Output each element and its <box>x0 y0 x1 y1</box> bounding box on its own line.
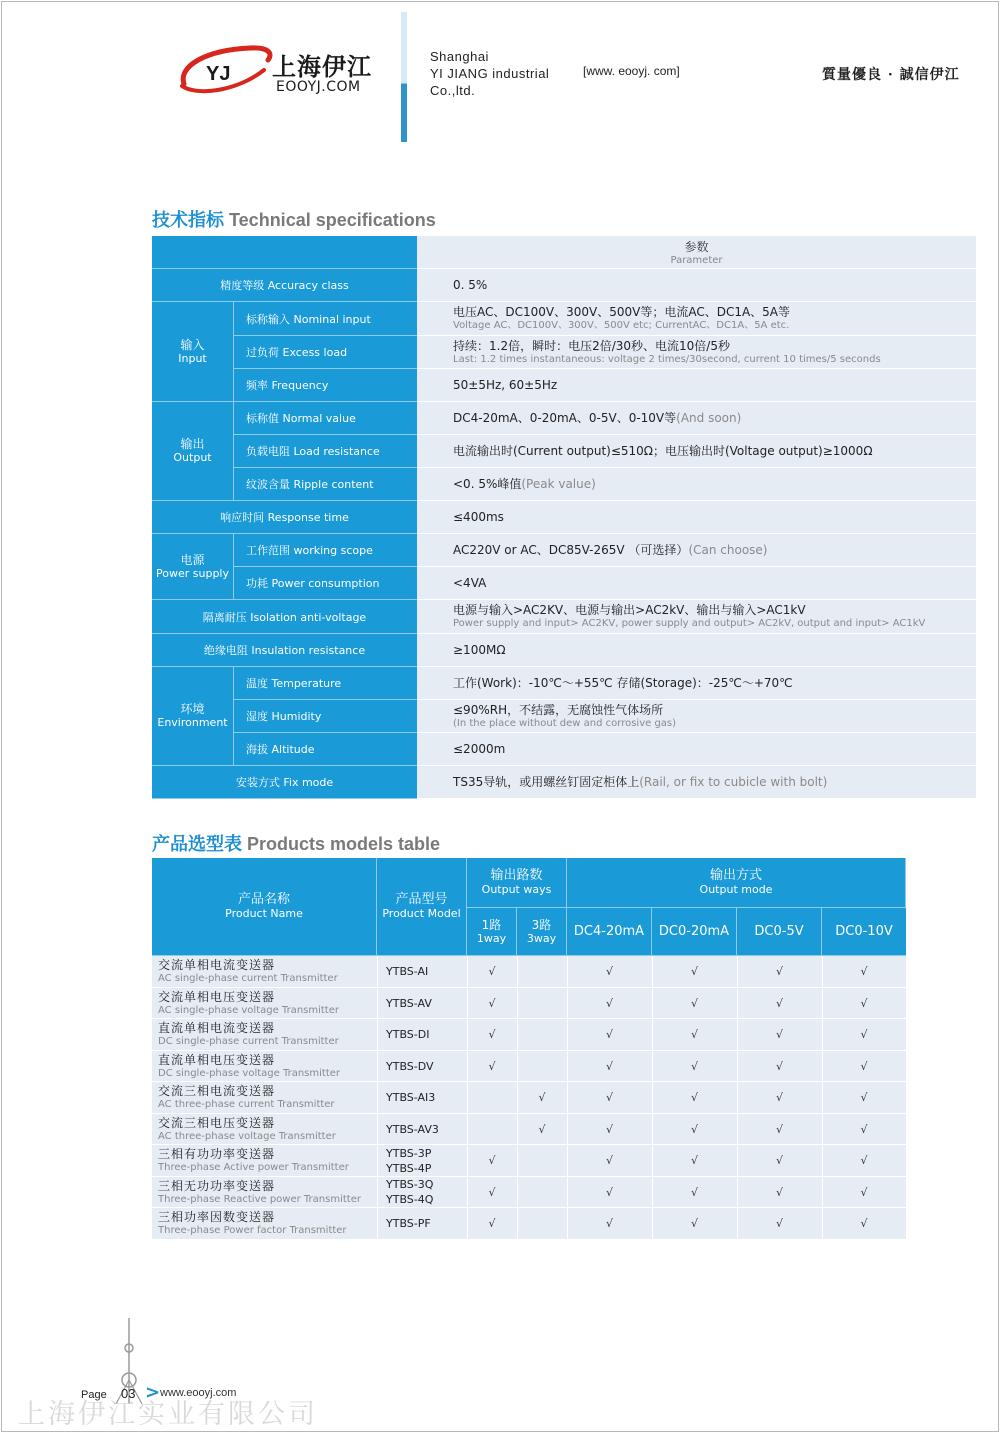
group-input <box>152 302 234 402</box>
product-name <box>158 959 338 985</box>
spec-value-main <box>453 543 767 558</box>
spec-label: 响应时间 Response time <box>152 501 417 534</box>
group-input-cn: 输入 <box>180 337 205 352</box>
spec-value-main <box>453 676 793 691</box>
spec-value-main <box>453 278 487 293</box>
table-row <box>152 988 906 1020</box>
product-model <box>386 956 428 987</box>
table-row <box>152 1019 906 1051</box>
check-mark-icon: √ <box>690 1122 698 1136</box>
spec-value-text: 电压AC、DC100V、300V、500V等；电流AC、DC1A、5A等 <box>453 305 791 319</box>
spec-value-main <box>453 477 596 492</box>
spec-value <box>417 501 976 534</box>
check-mark-icon: √ <box>690 1028 698 1041</box>
table-row <box>152 956 906 988</box>
spec-value <box>417 733 976 766</box>
spec-value-text: ≥100MΩ <box>453 642 506 657</box>
check-mark-icon: √ <box>605 1217 613 1230</box>
group-power-cn: 电源 <box>180 552 205 567</box>
product-model-code: YTBS-PF <box>386 1217 431 1230</box>
spec-label: 工作范围 working scope <box>234 534 417 567</box>
spec-value <box>417 435 976 468</box>
product-model-code: YTBS-AI3 <box>386 1091 436 1104</box>
check-mark-icon: √ <box>488 965 496 978</box>
spec-header-blank <box>152 236 417 269</box>
product-model-code: YTBS-AI <box>386 965 429 978</box>
check-mark-icon: √ <box>860 965 868 978</box>
table-row <box>152 1177 906 1209</box>
product-model <box>386 1051 434 1082</box>
spec-value-main <box>453 775 827 790</box>
spec-param-header <box>417 236 976 269</box>
group-input-en: Input <box>178 351 207 365</box>
footer-url[interactable]: www.eooyj.com <box>160 1387 237 1399</box>
product-model <box>386 1208 431 1239</box>
spec-value-note: (Rail, or fix to cubicle with bolt) <box>639 774 828 789</box>
spec-value <box>417 567 976 600</box>
header-model-cn: 产品型号 <box>395 891 448 907</box>
header-1way-en: 1way <box>476 931 507 945</box>
spec-value-english: (In the place without dew and corrosive gas) <box>453 717 677 729</box>
product-model-code: YTBS-3Q <box>386 1178 434 1191</box>
check-mark-icon: √ <box>775 1185 783 1199</box>
table-row <box>152 1082 906 1114</box>
spec-value <box>417 634 976 667</box>
spec-value <box>417 369 976 402</box>
header-mode-cn: 输出方式 <box>709 867 762 883</box>
header-1-way <box>467 908 517 956</box>
param-header-cn: 参数 <box>684 240 709 254</box>
check-mark-icon: √ <box>605 1122 613 1136</box>
spec-value-main <box>453 576 486 591</box>
check-mark-icon: √ <box>775 1091 783 1104</box>
spec-value <box>417 766 976 799</box>
product-name-en: Three-phase Reactive power Transmitter <box>158 1193 361 1205</box>
spec-label: 负载电阻 Load resistance <box>234 435 417 468</box>
spec-label: 精度等级 Accuracy class <box>152 269 417 302</box>
spec-value-note: (And soon) <box>676 410 742 425</box>
spec-value-text: TS35导轨，或用螺丝钉固定柜体上 <box>453 774 640 789</box>
group-output-cn: 输出 <box>180 437 205 451</box>
check-mark-icon: √ <box>860 1154 868 1167</box>
check-mark-icon: √ <box>605 1185 613 1199</box>
check-mark-icon: √ <box>605 1091 613 1104</box>
product-name-cn: 交流单相电压变送器 <box>158 989 276 1004</box>
spec-value <box>417 269 976 302</box>
spec-value <box>417 302 976 336</box>
header-m4: DC0-10V <box>835 923 893 939</box>
table-row <box>152 1145 906 1177</box>
spec-value <box>417 468 976 501</box>
check-mark-icon: √ <box>488 1185 496 1199</box>
spec-value-main <box>453 411 741 426</box>
header-m2: DC0-20mA <box>658 923 730 939</box>
product-name-cn: 直流单相电压变送器 <box>158 1052 276 1067</box>
spec-value-note: (Peak value) <box>521 476 596 491</box>
spec-value-text: 0. 5% <box>453 277 488 292</box>
spec-value-text: 工作(Work)：-10℃～+55℃ 存储(Storage)：-25℃～+70℃ <box>453 675 793 690</box>
spec-value-text: <4VA <box>453 575 487 590</box>
spec-value-main <box>453 510 504 525</box>
table-row <box>152 1051 906 1083</box>
spec-label: 湿度 Humidity <box>234 700 417 733</box>
footer-arrow-icon: > <box>145 1382 161 1403</box>
check-mark-icon: √ <box>538 1091 546 1104</box>
product-name-cn: 三相有功功率变送器 <box>158 1147 276 1161</box>
table-row <box>152 1114 906 1146</box>
header-mode-dc4-20ma <box>567 908 652 956</box>
spec-label: 标称输入 Nominal input <box>234 302 417 336</box>
company-line-3: Co.,ltd. <box>430 83 476 98</box>
group-power-en: Power supply <box>156 566 229 580</box>
check-mark-icon: √ <box>605 996 613 1010</box>
check-mark-icon: √ <box>605 1154 613 1167</box>
footer-company-cn: 上海伊江实业有限公司 <box>18 1399 318 1430</box>
spec-value-text: 持续：1.2倍，瞬时：电压2倍/30秒、电流10倍/5秒 <box>453 338 730 353</box>
spec-value-english: Power supply and input> AC2KV, power supply and output> AC2kV, output and input> AC1kV <box>453 618 926 629</box>
product-model <box>386 988 432 1019</box>
check-mark-icon: √ <box>605 1059 613 1073</box>
product-model-code: YTBS-DI <box>386 1028 430 1041</box>
check-mark-icon: √ <box>690 1185 698 1199</box>
product-model <box>386 1114 439 1145</box>
product-model-code: YTBS-4Q <box>386 1193 434 1206</box>
spec-label: 标称值 Normal value <box>234 402 417 435</box>
check-mark-icon: √ <box>488 1059 496 1073</box>
spec-label: 纹波含量 Ripple content <box>234 468 417 501</box>
header-mode-en: Output mode <box>699 882 773 896</box>
header-name-en: Product Name <box>225 906 303 920</box>
check-mark-icon: √ <box>605 965 613 978</box>
header-model-en: Product Model <box>382 906 461 920</box>
spec-value-text: ≤90%RH，不结露，无腐蚀性气体场所 <box>453 702 664 717</box>
spec-value-main <box>453 444 873 459</box>
table-row <box>152 1208 906 1240</box>
product-name-cn: 交流三相电流变送器 <box>158 1084 276 1098</box>
product-name-cn: 交流单相电流变送器 <box>158 958 276 972</box>
spec-table <box>152 236 976 799</box>
product-name <box>158 1211 347 1237</box>
product-name-en: AC single-phase current Transmitter <box>158 973 338 984</box>
spec-label: 过负荷 Excess load <box>234 336 417 369</box>
product-model-code: YTBS-3P <box>386 1146 432 1160</box>
group-output <box>152 402 234 501</box>
check-mark-icon: √ <box>775 1059 783 1073</box>
spec-value-main <box>453 305 790 320</box>
product-model <box>386 1177 433 1208</box>
header-mode-dc0-10v <box>822 908 906 956</box>
product-name-cn: 三相功率因数变送器 <box>158 1210 276 1224</box>
spec-value <box>417 534 976 567</box>
header-3way-cn: 3路 <box>531 917 552 932</box>
products-title-en: Products models table <box>247 834 441 854</box>
check-mark-icon: √ <box>860 1122 868 1136</box>
spec-value-note: (Can choose) <box>688 542 768 557</box>
slogan: 質量優良 · 誠信伊江 <box>822 67 960 83</box>
spec-value-english: Voltage AC、DC100V、300V、500V etc; CurrentAC、DC1A、5A etc. <box>453 320 790 331</box>
group-output-en: Output <box>173 451 212 464</box>
spec-label: 功耗 Power consumption <box>234 567 417 600</box>
header-mode-dc0-5v <box>737 908 822 956</box>
spec-label: 海拔 Altitude <box>234 733 417 766</box>
product-model <box>386 1019 429 1050</box>
check-mark-icon: √ <box>690 1091 698 1104</box>
product-name <box>158 1180 361 1206</box>
spec-label: 频率 Frequency <box>234 369 417 402</box>
products-title-cn: 产品选型表 <box>152 834 242 854</box>
product-model-code: YTBS-AV <box>386 996 432 1010</box>
product-model <box>386 1082 435 1113</box>
header-1way-cn: 1路 <box>481 917 502 932</box>
spec-value-text: ≤400ms <box>453 509 504 524</box>
spec-title-en: Technical specifications <box>229 210 436 230</box>
logo-domain: EOOYJ.COM <box>276 79 361 95</box>
footer-page-number: 03 <box>121 1386 136 1401</box>
check-mark-icon: √ <box>690 1059 698 1073</box>
spec-label: 温度 Temperature <box>234 667 417 700</box>
spec-value-main <box>453 339 730 354</box>
spec-value <box>417 600 976 634</box>
spec-value <box>417 700 976 733</box>
check-mark-icon: √ <box>775 965 783 978</box>
spec-value <box>417 667 976 700</box>
group-environment <box>152 667 234 766</box>
spec-value-main <box>453 703 663 718</box>
check-mark-icon: √ <box>775 1028 783 1041</box>
logo-chinese-name: 上海伊江 <box>272 53 372 81</box>
spec-value-text: AC220V or AC、DC85V-265V （可选择） <box>453 542 689 557</box>
logo-initials: YJ <box>206 63 231 85</box>
spec-title-cn: 技术指标 <box>152 210 224 230</box>
product-name <box>158 1148 349 1174</box>
header-product-model <box>377 858 467 956</box>
spec-value-text: ≤2000m <box>453 741 506 756</box>
product-name-en: AC three-phase voltage Transmitter <box>158 1130 336 1142</box>
check-mark-icon: √ <box>860 1185 868 1199</box>
check-mark-icon: √ <box>860 1217 868 1230</box>
header-divider <box>401 12 407 142</box>
check-mark-icon: √ <box>860 1059 868 1073</box>
check-mark-icon: √ <box>690 1217 698 1230</box>
product-name-en: Three-phase Active power Transmitter <box>158 1162 349 1173</box>
products-table <box>152 858 906 1239</box>
spec-label: 安装方式 Fix mode <box>152 766 417 799</box>
product-name-en: AC single-phase voltage Transmitter <box>158 1004 339 1016</box>
product-name <box>158 1022 339 1048</box>
check-mark-icon: √ <box>488 1217 496 1230</box>
check-mark-icon: √ <box>860 996 868 1010</box>
header-3-way <box>517 908 567 956</box>
check-mark-icon: √ <box>775 1217 783 1230</box>
header-ways-cn: 输出路数 <box>490 867 543 883</box>
header-output-ways <box>467 858 567 908</box>
spec-value-main <box>453 603 806 618</box>
param-header-en: Parameter <box>670 255 723 266</box>
product-model-code: YTBS-4P <box>386 1161 432 1175</box>
website-link[interactable]: [www. eooyj. com] <box>583 64 680 78</box>
header-product-name <box>152 858 377 956</box>
check-mark-icon: √ <box>690 965 698 978</box>
header-m3: DC0-5V <box>754 923 804 939</box>
spec-value-main <box>453 643 505 658</box>
check-mark-icon: √ <box>690 1154 698 1167</box>
product-name <box>158 991 339 1017</box>
product-name-en: AC three-phase current Transmitter <box>158 1099 335 1110</box>
check-mark-icon: √ <box>690 996 698 1010</box>
footer-page-label: Page <box>81 1389 107 1401</box>
header-output-mode <box>567 858 906 908</box>
check-mark-icon: √ <box>605 1028 613 1041</box>
header-name-cn: 产品名称 <box>237 891 290 907</box>
group-env-cn: 环境 <box>180 702 205 716</box>
product-name <box>158 1085 335 1111</box>
product-name-en: DC single-phase current Transmitter <box>158 1036 339 1047</box>
spec-label: 绝缘电阻 Insulation resistance <box>152 634 417 667</box>
check-mark-icon: √ <box>775 1122 783 1136</box>
product-name-cn: 交流三相电压变送器 <box>158 1115 276 1130</box>
spec-section-title <box>152 206 436 232</box>
spec-value-text: <0. 5%峰值 <box>453 476 522 491</box>
spec-value-text: 50±5Hz, 60±5Hz <box>453 377 558 392</box>
spec-value-text: DC4-20mA、0-20mA、0-5V、0-10V等 <box>453 410 677 425</box>
spec-value-english: Last: 1.2 times instantaneous: voltage 2 times/30second, current 10 times/5 seconds <box>453 353 881 365</box>
product-name-cn: 三相无功功率变送器 <box>158 1178 276 1193</box>
check-mark-icon: √ <box>488 1154 496 1167</box>
product-name-en: Three-phase Power factor Transmitter <box>158 1225 347 1236</box>
spec-value <box>417 336 976 369</box>
check-mark-icon: √ <box>775 996 783 1010</box>
company-line-2: YI JIANG industrial <box>430 66 550 81</box>
company-line-1: Shanghai <box>430 49 489 64</box>
product-name <box>158 1117 336 1143</box>
product-name-en: DC single-phase voltage Transmitter <box>158 1067 341 1079</box>
header-mode-dc0-20ma <box>652 908 737 956</box>
spec-value-main <box>453 742 505 757</box>
group-env-en: Environment <box>157 716 228 729</box>
check-mark-icon: √ <box>775 1154 783 1167</box>
header-ways-en: Output ways <box>481 882 552 896</box>
product-model-code: YTBS-AV3 <box>386 1122 439 1136</box>
spec-value-text: 电源与输入>AC2KV、电源与输出>AC2kV、输出与输入>AC1kV <box>453 603 806 617</box>
spec-label: 隔离耐压 Isolation anti-voltage <box>152 600 417 634</box>
group-power <box>152 534 234 600</box>
header-3way-en: 3way <box>526 931 557 945</box>
spec-value <box>417 402 976 435</box>
spec-value-text: 电流输出时(Current output)≤510Ω；电压输出时(Voltage output)≥1000Ω <box>453 443 873 458</box>
spec-value-main <box>453 378 557 393</box>
yj-logo-icon <box>176 40 276 98</box>
check-mark-icon: √ <box>538 1122 546 1136</box>
check-mark-icon: √ <box>488 996 496 1010</box>
product-name-cn: 直流单相电流变送器 <box>158 1021 276 1035</box>
check-mark-icon: √ <box>488 1028 496 1041</box>
products-section-title <box>152 830 440 856</box>
company-name <box>430 48 549 99</box>
check-mark-icon: √ <box>860 1028 868 1041</box>
check-mark-icon: √ <box>860 1091 868 1104</box>
header-m1: DC4-20mA <box>573 923 645 939</box>
product-name <box>158 1054 340 1080</box>
product-model-code: YTBS-DV <box>386 1059 434 1073</box>
product-model <box>386 1145 431 1176</box>
